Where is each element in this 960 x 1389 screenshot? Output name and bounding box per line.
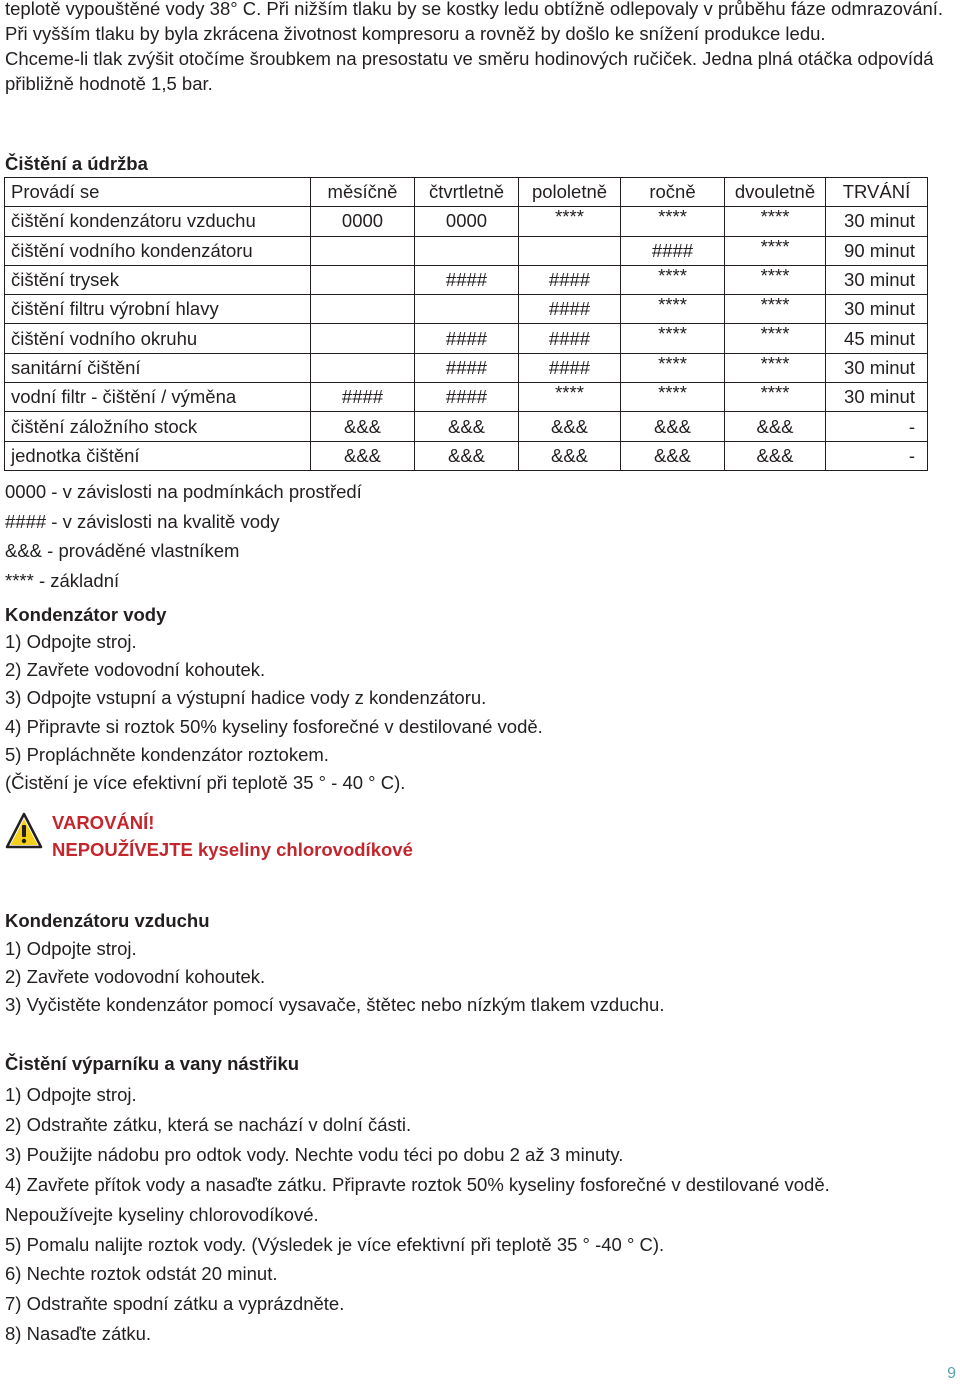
table-cell: jednotka čištění (5, 441, 311, 470)
table-cell: sanitární čištění (5, 353, 311, 382)
table-cell: 30 minut (826, 265, 928, 294)
table-row (5, 383, 928, 412)
table-cell: **** (725, 265, 826, 294)
table-cell: &&& (519, 412, 621, 441)
legend-item: #### - v závislosti na kvalitě vody (5, 510, 280, 532)
step: 3) Odpojte vstupní a výstupní hadice vody z kondenzátoru. (5, 687, 487, 709)
water-condenser-steps (5, 628, 543, 797)
table-cell: #### (415, 265, 519, 294)
legend-item: &&& - prováděné vlastníkem (5, 540, 240, 562)
table-row (5, 207, 928, 236)
table-row (5, 236, 928, 265)
step: 1) Odpojte stroj. (5, 938, 137, 959)
legend-item: **** - základní (5, 569, 120, 591)
table-cell: #### (415, 353, 519, 382)
table-cell: 30 minut (826, 207, 928, 236)
table-header-cell: měsíčně (311, 178, 415, 207)
warning-text (52, 810, 413, 863)
air-condenser-steps (5, 935, 664, 1020)
table-cell: &&& (725, 441, 826, 470)
table-cell: #### (519, 295, 621, 324)
table-cell: **** (725, 207, 826, 236)
table-header-cell: TRVÁNÍ (826, 178, 928, 207)
table-cell: **** (725, 353, 826, 382)
table-cell (519, 236, 621, 265)
water-condenser-title: Kondenzátor vody (5, 604, 167, 625)
page-number: 9 (947, 1365, 956, 1382)
table-cell: &&& (725, 412, 826, 441)
table-cell (415, 295, 519, 324)
table-cell (311, 236, 415, 265)
table-header-row (5, 178, 928, 207)
step: 1) Odpojte stroj. (5, 1084, 137, 1105)
table-cell: **** (725, 295, 826, 324)
table-row (5, 353, 928, 382)
table-cell: &&& (621, 441, 725, 470)
table-cell: **** (621, 207, 725, 236)
table-cell: &&& (415, 412, 519, 441)
step: 3) Použijte nádobu pro odtok vody. Nechte vodu téci po dobu 2 až 3 minuty. (5, 1143, 624, 1165)
table-cell: **** (621, 265, 725, 294)
table-row (5, 265, 928, 294)
table-header-cell: Provádí se (5, 178, 311, 207)
air-condenser-title: Kondenzátoru vzduchu (5, 910, 210, 931)
step: (Čistění je více efektivní při teplotě 35 ° - 40 ° C). (5, 772, 406, 794)
table-cell (311, 353, 415, 382)
step: 2) Odstraňte zátku, která se nachází v dolní části. (5, 1113, 412, 1135)
table-header-cell: pololetně (519, 178, 621, 207)
table-cell: čištění trysek (5, 265, 311, 294)
intro-paragraph-2: Chceme-li tlak zvýšit otočíme šroubkem na presostatu ve směru hodinových ručiček. Jedna plná otáčka odpovídá přibližně hodnotě 1,5 bar. (5, 48, 934, 94)
step: 7) Odstraňte spodní zátku a vyprázdněte. (5, 1293, 345, 1315)
intro-text (5, 0, 955, 96)
table-cell: **** (519, 207, 621, 236)
table-cell: čištění filtru výrobní hlavy (5, 295, 311, 324)
table-cell: 30 minut (826, 383, 928, 412)
table-cell: &&& (621, 412, 725, 441)
evaporator-title: Čistění výparníku a vany nástřiku (5, 1053, 300, 1074)
step: 2) Zavřete vodovodní kohoutek. (5, 966, 266, 988)
step: 1) Odpojte stroj. (5, 631, 137, 652)
warning-message: NEPOUŽÍVEJTE kyseliny chlorovodíkové (52, 838, 413, 860)
maintenance-table (4, 177, 928, 471)
table-cell: čištění vodního okruhu (5, 324, 311, 353)
table-cell: &&& (311, 441, 415, 470)
legend-list (5, 477, 362, 595)
table-header-cell: ročně (621, 178, 725, 207)
table-cell: 45 minut (826, 324, 928, 353)
table-cell: **** (621, 383, 725, 412)
table-header-cell: dvouletně (725, 178, 826, 207)
table-cell: #### (415, 324, 519, 353)
step: 5) Propláchněte kondenzátor roztokem. (5, 743, 329, 765)
legend-item: 0000 - v závislosti na podmínkách prostředí (5, 481, 362, 502)
table-cell: 90 minut (826, 236, 928, 265)
table-cell: 0000 (311, 207, 415, 236)
table-cell: #### (415, 383, 519, 412)
warning-triangle-icon (5, 812, 43, 855)
table-cell: **** (621, 353, 725, 382)
step: 4) Zavřete přítok vody a nasaďte zátku. Připravte roztok 50% kyseliny fosforečné v destilované vodě. (5, 1173, 830, 1195)
table-cell (311, 324, 415, 353)
warning-heading: VAROVÁNÍ! (52, 812, 155, 833)
table-cell: **** (621, 324, 725, 353)
table-cell: **** (519, 383, 621, 412)
table-cell: #### (621, 236, 725, 265)
table-row (5, 441, 928, 470)
table-cell: - (826, 412, 928, 441)
table-header-cell: čtvrtletně (415, 178, 519, 207)
table-cell: **** (725, 236, 826, 265)
table-cell: čištění kondenzátoru vzduchu (5, 207, 311, 236)
table-cell: **** (725, 324, 826, 353)
table-cell: **** (725, 383, 826, 412)
table-row (5, 295, 928, 324)
table-cell: čištění vodního kondenzátoru (5, 236, 311, 265)
table-cell: &&& (311, 412, 415, 441)
step: Nepoužívejte kyseliny chlorovodíkové. (5, 1203, 319, 1225)
maintenance-title: Čištění a údržba (5, 153, 148, 174)
table-cell: 30 minut (826, 295, 928, 324)
step: 6) Nechte roztok odstát 20 minut. (5, 1263, 278, 1285)
intro-paragraph-1: teplotě vypouštěné vody 38° C. Při nižším tlaku by se kostky ledu obtížně odlepovaly v průběhu fáze odmrazování. Při vyšším tlaku by byla zkrácena životnost kompresoru a rovněž by došlo ke snížení produkce ledu. (5, 0, 944, 44)
step: 8) Nasaďte zátku. (5, 1323, 152, 1345)
table-cell: #### (519, 265, 621, 294)
table-cell: - (826, 441, 928, 470)
step: 2) Zavřete vodovodní kohoutek. (5, 659, 266, 681)
table-cell: #### (519, 324, 621, 353)
table-cell: vodní filtr - čištění / výměna (5, 383, 311, 412)
step: 3) Vyčistěte kondenzátor pomocí vysavače, štětec nebo nízkým tlakem vzduchu. (5, 994, 665, 1016)
evaporator-steps (5, 1080, 830, 1349)
table-cell: #### (311, 383, 415, 412)
step: 5) Pomalu nalijte roztok vody. (Výsledek je více efektivní při teplotě 35 ° -40 ° C). (5, 1233, 665, 1255)
table-cell: 30 minut (826, 353, 928, 382)
table-cell: #### (519, 353, 621, 382)
table-cell (415, 236, 519, 265)
table-row (5, 412, 928, 441)
table-cell: 0000 (415, 207, 519, 236)
table-cell: &&& (415, 441, 519, 470)
step: 4) Připravte si roztok 50% kyseliny fosforečné v destilované vodě. (5, 715, 543, 737)
table-row (5, 324, 928, 353)
table-cell: **** (621, 295, 725, 324)
table-cell (311, 295, 415, 324)
table-cell (311, 265, 415, 294)
table-cell: &&& (519, 441, 621, 470)
table-cell: čištění záložního stock (5, 412, 311, 441)
